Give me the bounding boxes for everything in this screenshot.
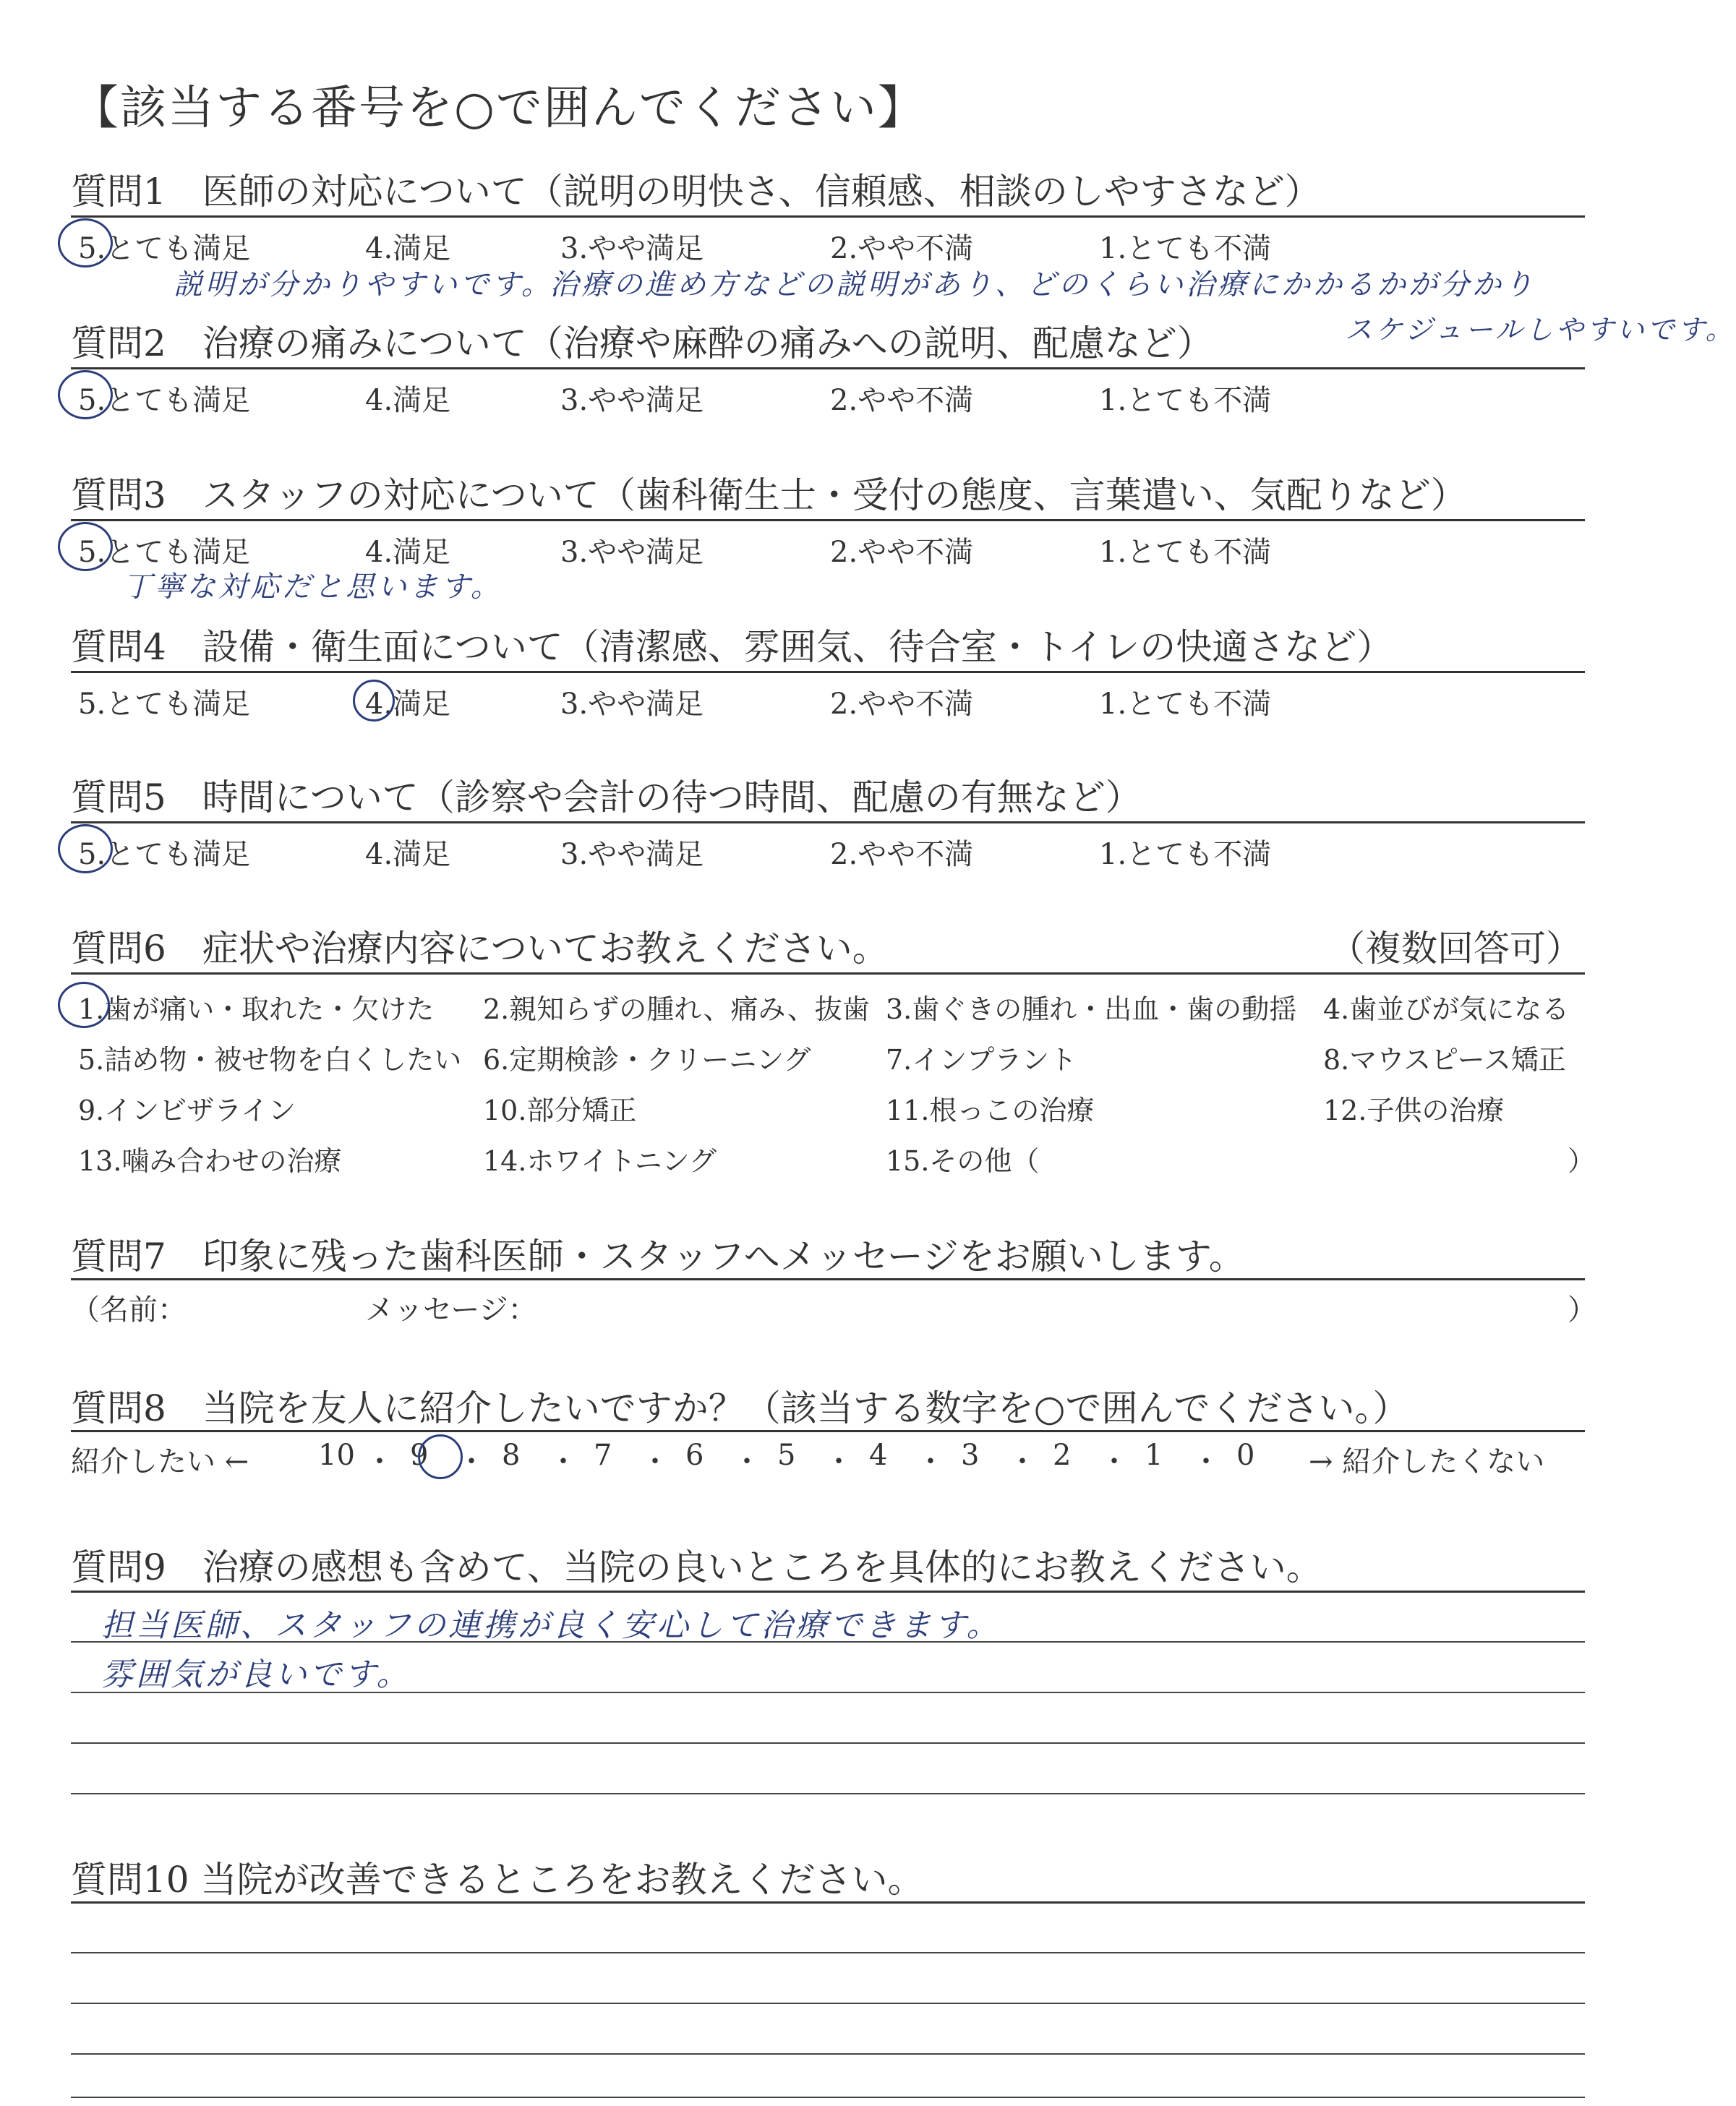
q6-option-8[interactable]: 8.マウスピース矯正 (1323, 1044, 1566, 1076)
q1-comment-a: 説明が分かりやすいです。 (174, 268, 553, 301)
q8-scale-separator: ・ (732, 1445, 761, 1478)
q8-scale-separator: ・ (1192, 1445, 1220, 1478)
question-3-divider (71, 519, 1585, 521)
q4-option-3[interactable]: 3.やや満足 (560, 688, 704, 721)
q8-scale-separator: ・ (365, 1445, 394, 1478)
q5-option-2[interactable]: 2.やや不満 (830, 838, 974, 871)
q7-message-label: メッセージ： (365, 1293, 537, 1327)
q7-close: ） (1568, 1293, 1596, 1327)
question-10-divider (71, 1901, 1585, 1904)
question-2-divider (71, 367, 1585, 369)
q5-option-5[interactable]: 5.とても満足 (78, 838, 251, 871)
q2-option-4[interactable]: 4.満足 (365, 384, 451, 417)
q9-answer-rule-2 (71, 1692, 1585, 1693)
q4-option-1[interactable]: 1.とても不満 (1099, 688, 1272, 721)
q8-scale-option-8[interactable]: 8 (502, 1439, 521, 1472)
q1-comment-b: 治療の進め方などの説明があり、どのくらい治療にかかるかが分かり (550, 268, 1536, 301)
question-1-label: 質問1 医師の対応について（説明の明快さ、信頼感、相談のしやすさなど） (71, 171, 1321, 213)
q9-answer-rule-1 (71, 1641, 1585, 1643)
q1-comment-c: スケジュールしやすいです。 (1345, 314, 1736, 346)
q8-right-label: → 紹介したくない (1309, 1445, 1545, 1478)
question-9-label: 質問9 治療の感想も含めて、当院の良いところを具体的にお教えください。 (71, 1546, 1322, 1588)
question-8-label: 質問8 当院を友人に紹介したいですか？（該当する数字を○で囲んでください。） (71, 1387, 1409, 1429)
q3-comment: 丁寧な対応だと思います。 (123, 570, 503, 604)
q8-scale-separator: ・ (1100, 1445, 1129, 1478)
q8-scale-option-6[interactable]: 6 (685, 1439, 704, 1472)
q3-option-3[interactable]: 3.やや満足 (560, 536, 704, 569)
q2-option-5[interactable]: 5.とても満足 (78, 384, 251, 417)
question-3-label: 質問3 スタッフの対応について（歯科衛生士・受付の態度、言葉遣い、気配りなど） (71, 474, 1467, 516)
q8-scale-option-0[interactable]: 0 (1236, 1439, 1255, 1472)
q3-option-4[interactable]: 4.満足 (365, 536, 451, 569)
question-9-divider (71, 1591, 1585, 1593)
q6-option-10[interactable]: 10.部分矯正 (483, 1095, 637, 1126)
q6-option-13[interactable]: 13.噛み合わせの治療 (78, 1145, 342, 1177)
question-5-divider (71, 821, 1585, 823)
question-7-label: 質問7 印象に残った歯科医師・スタッフへメッセージをお願いします。 (71, 1236, 1245, 1277)
q2-selection-circle (58, 370, 113, 419)
q8-scale-separator: ・ (641, 1445, 670, 1478)
q9-answer-rule-3 (71, 1742, 1585, 1744)
q8-scale-option-3[interactable]: 3 (961, 1439, 980, 1472)
q6-selection-circle (58, 982, 110, 1028)
q7-name-label: （名前： (71, 1293, 187, 1327)
q6-option-9[interactable]: 9.インビザライン (78, 1095, 296, 1126)
q6-option-12[interactable]: 12.子供の治療 (1323, 1095, 1505, 1126)
page-title: 【該当する番号を○で囲んでください】 (72, 82, 925, 135)
q8-scale-option-4[interactable]: 4 (869, 1439, 888, 1472)
question-4-label: 質問4 設備・衛生面について（清潔感、雰囲気、待合室・トイレの快適さなど） (71, 626, 1393, 668)
q3-option-1[interactable]: 1.とても不満 (1099, 536, 1272, 569)
question-4-divider (71, 671, 1585, 673)
q6-option-15-close: ） (1568, 1145, 1596, 1177)
q6-option-1[interactable]: 1.歯が痛い・取れた・欠けた (78, 993, 435, 1025)
q6-option-5[interactable]: 5.詰め物・被せ物を白くしたい (78, 1044, 462, 1076)
q2-option-2[interactable]: 2.やや不満 (830, 384, 974, 417)
q3-option-2[interactable]: 2.やや不満 (830, 536, 974, 569)
q2-option-1[interactable]: 1.とても不満 (1099, 384, 1272, 417)
q4-option-5[interactable]: 5.とても満足 (78, 688, 251, 721)
q4-selection-circle (353, 680, 395, 722)
q10-answer-rule-3 (71, 2053, 1585, 2055)
q9-answer-line-2: 雰囲気が良いです。 (101, 1656, 411, 1693)
question-5-label: 質問5 時間について（診察や会計の待つ時間、配慮の有無など） (71, 776, 1142, 818)
q8-scale-option-5[interactable]: 5 (777, 1439, 796, 1472)
q5-option-3[interactable]: 3.やや満足 (560, 838, 704, 871)
question-7-divider (71, 1278, 1585, 1280)
q6-option-2[interactable]: 2.親知らずの腫れ、痛み、抜歯 (483, 993, 870, 1025)
q1-option-5[interactable]: 5.とても満足 (78, 232, 251, 265)
question-10-label: 質問10 当院が改善できるところをお教えください。 (71, 1859, 924, 1901)
q8-scale-separator: ・ (549, 1445, 578, 1478)
q8-scale-separator: ・ (824, 1445, 853, 1478)
q5-option-4[interactable]: 4.満足 (365, 838, 451, 871)
q5-option-1[interactable]: 1.とても不満 (1099, 838, 1272, 871)
q10-answer-rule-1 (71, 1952, 1585, 1953)
q1-option-2[interactable]: 2.やや不満 (830, 232, 974, 265)
q1-option-4[interactable]: 4.満足 (365, 232, 451, 265)
q9-answer-line-1: 担当医師、スタッフの連携が良く安心して治療できます。 (101, 1607, 1001, 1644)
q10-answer-rule-2 (71, 2003, 1585, 2004)
q1-selection-circle (58, 218, 113, 267)
q8-scale-separator: ・ (1008, 1445, 1037, 1478)
q6-option-3[interactable]: 3.歯ぐきの腫れ・出血・歯の動揺 (886, 993, 1297, 1025)
q2-option-3[interactable]: 3.やや満足 (560, 384, 704, 417)
q8-scale-option-7[interactable]: 7 (594, 1439, 612, 1472)
q8-scale-option-1[interactable]: 1 (1145, 1439, 1163, 1472)
q10-answer-rule-4 (71, 2097, 1585, 2098)
q8-selection-circle (418, 1434, 463, 1479)
q8-left-label: 紹介したい ← (71, 1445, 249, 1478)
q4-option-4[interactable]: 4.満足 (365, 688, 451, 721)
q8-scale-option-2[interactable]: 2 (1053, 1439, 1072, 1472)
q6-option-11[interactable]: 11.根っこの治療 (886, 1095, 1095, 1126)
q1-option-1[interactable]: 1.とても不満 (1099, 232, 1272, 265)
q3-option-5[interactable]: 5.とても満足 (78, 536, 251, 569)
q8-scale-separator: ・ (457, 1445, 486, 1478)
question-2-label: 質問2 治療の痛みについて（治療や麻酔の痛みへの説明、配慮など） (71, 322, 1213, 364)
q6-option-7[interactable]: 7.インプラント (886, 1044, 1077, 1076)
q8-scale-option-9[interactable]: 9 (410, 1439, 429, 1472)
q1-option-3[interactable]: 3.やや満足 (560, 232, 704, 265)
q6-option-6[interactable]: 6.定期検診・クリーニング (483, 1044, 811, 1076)
q8-scale-separator: ・ (916, 1445, 945, 1478)
q6-option-15[interactable]: 15.その他（ (886, 1145, 1040, 1177)
q9-answer-rule-4 (71, 1793, 1585, 1794)
q3-selection-circle (58, 522, 113, 571)
question-1-divider (71, 215, 1585, 218)
q8-scale-option-10[interactable]: 10 (318, 1439, 355, 1472)
question-6-label: 質問6 症状や治療内容についてお教えください。 (71, 928, 889, 969)
q4-option-2[interactable]: 2.やや不満 (830, 688, 974, 721)
question-8-divider (71, 1430, 1585, 1432)
q5-selection-circle (58, 824, 113, 873)
q6-option-4[interactable]: 4.歯並びが気になる (1323, 993, 1570, 1025)
question-6-divider (71, 972, 1585, 975)
q6-option-14[interactable]: 14.ホワイトニング (483, 1145, 717, 1177)
question-6-note: （複数回答可） (1329, 928, 1582, 969)
